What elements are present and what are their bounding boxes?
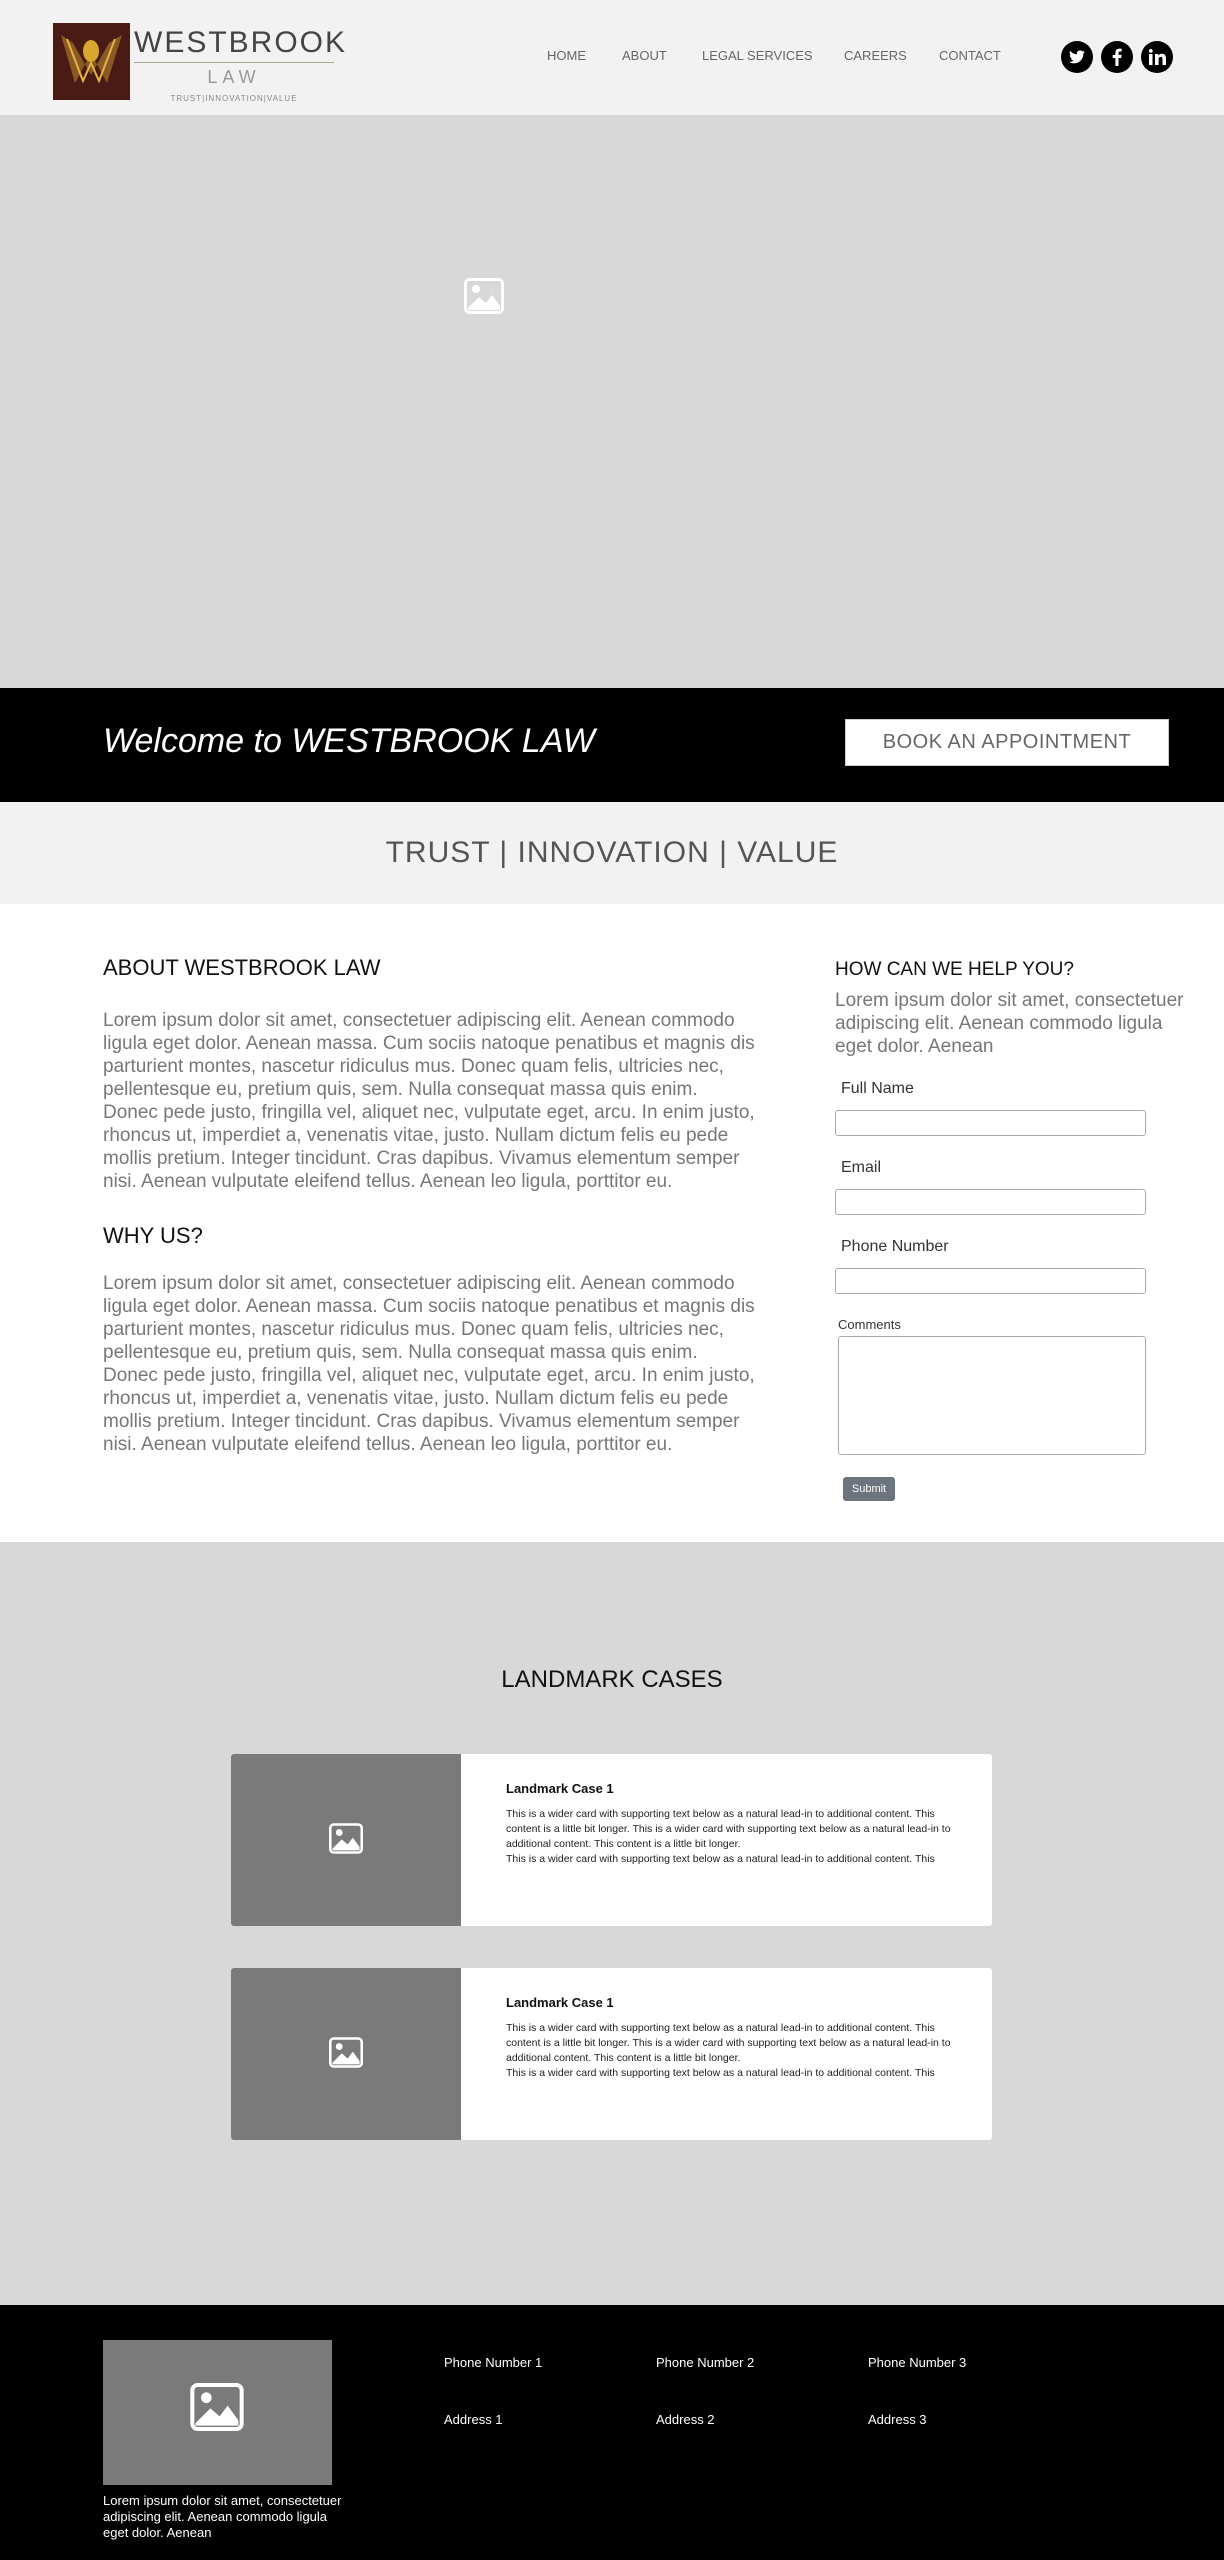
case-card[interactable] (231, 1968, 992, 2140)
case-text-extra: This is a wider card with supporting text below as a natural lead-in to additional content. This (506, 2067, 935, 2079)
welcome-title: Welcome to WESTBROOK LAW (103, 722, 595, 760)
case-text-body: This is a wider card with supporting text below as a natural lead-in to additional content. This content is a little bit longer. This is a wider card with supporting text below as a natural lead-in to additional content. This content is a little bit longer. (506, 1808, 951, 1850)
footer-phone-3[interactable]: Phone Number 3 (868, 2355, 967, 2370)
logo-tagline: TRUST|INNOVATION|VALUE (170, 94, 298, 103)
logo-emblem-icon (53, 23, 130, 100)
footer-phone-1[interactable]: Phone Number 1 (444, 2355, 543, 2370)
linkedin-icon (1149, 49, 1166, 65)
nav-home[interactable]: HOME (547, 48, 586, 63)
why-title: WHY US? (103, 1223, 203, 1248)
email-input[interactable] (835, 1189, 1146, 1215)
case-title: Landmark Case 1 (506, 1995, 614, 2010)
site-footer (0, 2305, 1224, 2560)
case-card[interactable] (231, 1754, 992, 1926)
form-title: HOW CAN WE HELP YOU? (835, 959, 1074, 980)
welcome-band (0, 688, 1224, 802)
logo-name: WESTBROOK (134, 26, 334, 63)
nav-careers[interactable]: CAREERS (844, 48, 907, 63)
about-section (0, 904, 1224, 1542)
nav-legal-services[interactable]: LEGAL SERVICES (702, 48, 813, 63)
phone-input[interactable] (835, 1268, 1146, 1294)
about-text: Lorem ipsum dolor sit amet, consectetuer adipiscing elit. Aenean commodo ligula eget dolor. Aenean massa. Cum sociis natoque penatibus et magnis dis parturient montes, nascetur ridiculus mus. Donec quam felis, ultricies nec, pellentesque eu, pretium quis, sem. Nulla consequat massa quis enim. Donec pede justo, fringilla vel, aliquet nec, vulputate eget, arcu. In enim justo, rhoncus ut, imperdiet a, venenatis vitae, justo. Nullam dictum felis eu pede mollis pretium. Integer tincidunt. Cras dapibus. Vivamus elementum semper nisi. Aenean vulputate eleifend tellus. Aenean leo ligula, porttitor eu. (103, 1010, 755, 1192)
footer-text: Lorem ipsum dolor sit amet, consectetuer adipiscing elit. Aenean commodo ligula eget dolor. Aenean (103, 2493, 342, 2540)
full-name-input[interactable] (835, 1110, 1146, 1136)
logo-mark[interactable] (53, 23, 130, 100)
facebook-icon (1112, 48, 1122, 66)
image-placeholder-icon (464, 278, 504, 314)
site-header (0, 0, 1224, 115)
landmark-cases-section (0, 1542, 1224, 2305)
case-text (506, 1807, 961, 1867)
twitter-link[interactable] (1061, 41, 1093, 73)
submit-button[interactable]: Submit (843, 1477, 895, 1501)
case-image (231, 1754, 461, 1926)
about-title: ABOUT WESTBROOK LAW (103, 955, 381, 980)
case-title: Landmark Case 1 (506, 1781, 614, 1796)
comments-label: Comments (838, 1317, 901, 1332)
image-placeholder-icon (329, 2037, 363, 2068)
case-text-body: This is a wider card with supporting text below as a natural lead-in to additional content. This content is a little bit longer. This is a wider card with supporting text below as a natural lead-in to additional content. This content is a little bit longer. (506, 2022, 951, 2064)
footer-address-2: Address 2 (656, 2412, 715, 2427)
full-name-label: Full Name (841, 1080, 914, 1097)
email-label: Email (841, 1159, 882, 1176)
comments-textarea[interactable] (838, 1336, 1146, 1455)
linkedin-link[interactable] (1141, 41, 1173, 73)
tagline-text: TRUST | INNOVATION | VALUE (385, 836, 839, 869)
facebook-link[interactable] (1101, 41, 1133, 73)
logo-sub: LAW (207, 67, 261, 87)
landmark-title: LANDMARK CASES (501, 1666, 723, 1693)
image-placeholder-icon (329, 1823, 363, 1854)
footer-image (103, 2340, 332, 2485)
book-appointment-button[interactable]: BOOK AN APPOINTMENT (845, 719, 1169, 766)
footer-phone-2[interactable]: Phone Number 2 (656, 2355, 755, 2370)
tagline-band (0, 802, 1224, 904)
case-text (506, 2021, 961, 2081)
logo-text[interactable] (134, 26, 348, 103)
twitter-icon (1069, 50, 1085, 64)
footer-address-1: Address 1 (444, 2412, 503, 2427)
nav-about[interactable]: ABOUT (622, 48, 667, 63)
why-text: Lorem ipsum dolor sit amet, consectetuer adipiscing elit. Aenean commodo ligula eget dolor. Aenean massa. Cum sociis natoque penatibus et magnis dis parturient montes, nascetur ridiculus mus. Donec quam felis, ultricies nec, pellentesque eu, pretium quis, sem. Nulla consequat massa quis enim. Donec pede justo, fringilla vel, aliquet nec, vulputate eget, arcu. In enim justo, rhoncus ut, imperdiet a, venenatis vitae, justo. Nullam dictum felis eu pede mollis pretium. Integer tincidunt. Cras dapibus. Vivamus elementum semper nisi. Aenean vulputate eleifend tellus. Aenean leo ligula, porttitor eu. (103, 1273, 755, 1455)
hero-banner (0, 115, 1224, 688)
phone-label: Phone Number (841, 1238, 949, 1255)
image-placeholder-icon (190, 2383, 244, 2431)
footer-address-3: Address 3 (868, 2412, 927, 2427)
form-intro: Lorem ipsum dolor sit amet, consectetuer adipiscing elit. Aenean commodo ligula eget dolor. Aenean (835, 990, 1184, 1057)
nav-contact[interactable]: CONTACT (939, 48, 1001, 63)
case-text-extra: This is a wider card with supporting text below as a natural lead-in to additional content. This (506, 1853, 935, 1865)
case-image (231, 1968, 461, 2140)
